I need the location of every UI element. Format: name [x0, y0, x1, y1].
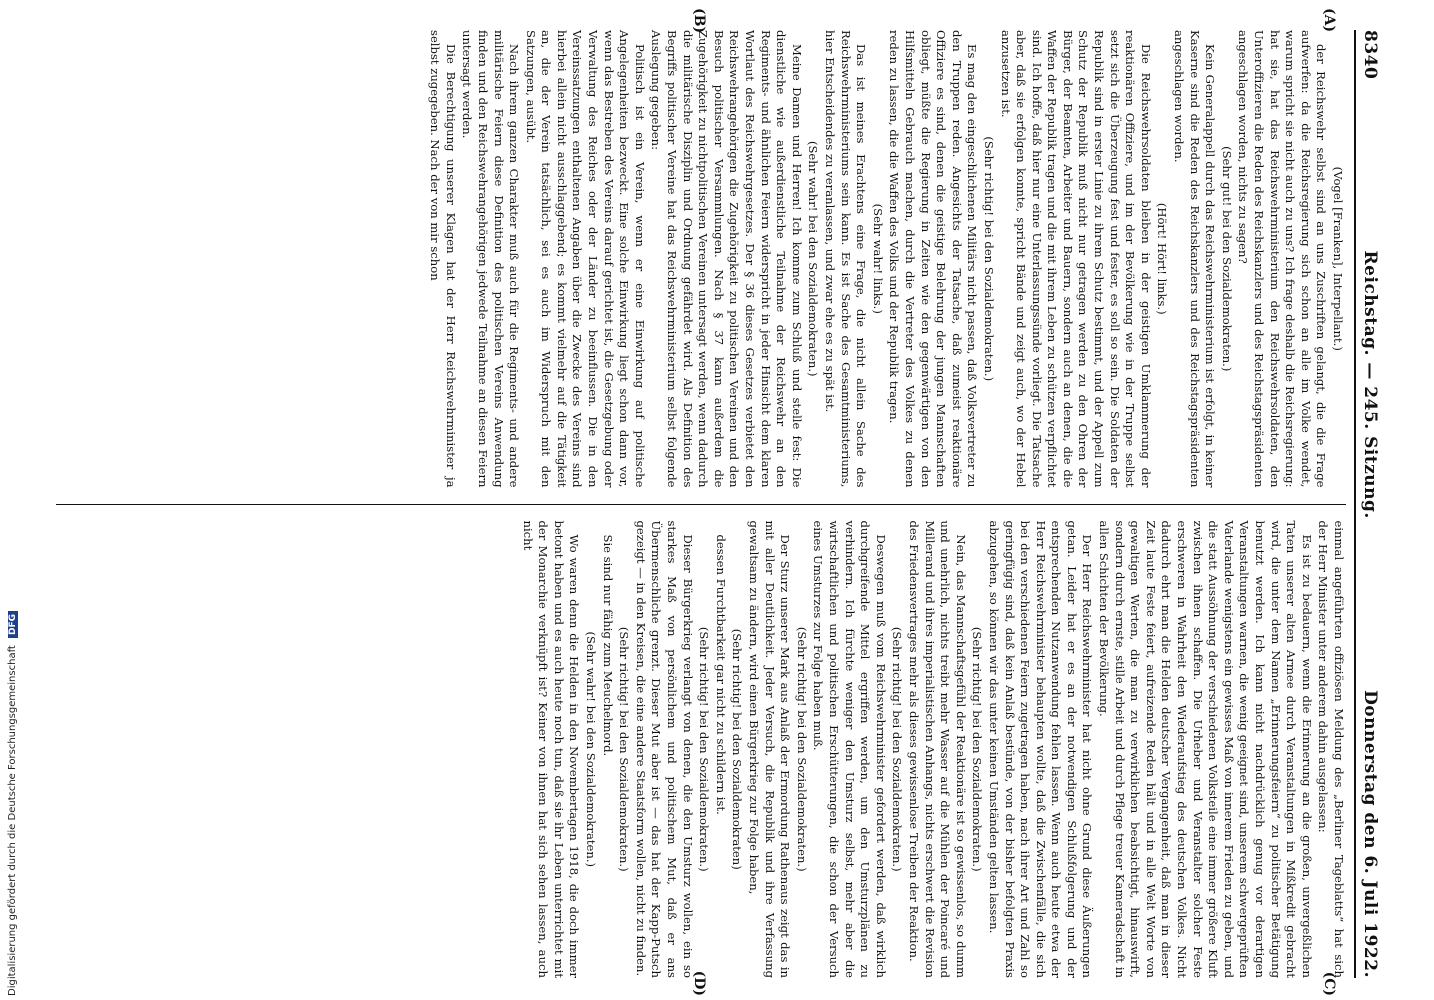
paragraph: Meine Damen und Herren! Ich komme zum Schluß und stelle fest: Die dienstliche wie außerdienstliche Teilnahme der Reichswehr an den Regiments- und ähnlichen Feiern widerspricht in jeder Hinsicht dem klaren Wortlaut des Reichswehrgesetzes. Der § 36 dieses Gesetzes verbietet den Reichswehrangehörigen die Zugehörigkeit zu politischen Vereinen und den Besuch politischer Versammlungen. Nach § 37 kann außerdem die Zugehörigkeit zu nichtpolitischen Vereinen untersagt werden, wenn dadurch die militärische Disziplin und Ordnung gefährdet wird. Als Definition des Begriffs politischer Vereine hat das Reichswehrministerium selbst folgende Auslegung gegeben:	[649, 30, 804, 488]
credit-text: Digitalisierung gefördert durch die Deutsche Forschungsgemeinschaft	[7, 645, 18, 996]
paragraph: (Sehr richtig! bei den Sozialdemokraten.)	[617, 626, 632, 872]
paragraph: (Sehr richtig! bei den Sozialdemokraten.)	[890, 626, 905, 872]
paragraph: Es ist zu bedauern, wenn die Erinnerung an die großen, unvergeßlichen Taten unserer alten Armee durch Veranstaltungen in Mißkredit gebracht wird, die unter dem Namen „Erinnerungsfeiern“ zu politischer Betätigung benutzt werden. Ich kann nicht nachdrücklich genug vor derartigen Veranstaltungen warnen, die wenig geeignet sind, unserem schwergeprüften Vaterlande wenigstens ein gewisses Maß von innerem Frieden zu geben, und die statt Aussöhnung der verschiedenen Volksteile eine immer größere Kluft zwischen ihnen schaffen. Die Urheber und Veranstalter solcher Feste erschweren in Wahrheit den Wiederaufstieg des deutschen Volkes. Nicht dadurch ehrt man die Helden deutscher Vergangenheit, daß man in dieser Zeit laute Feste feiert, aufreizende Reden hält und in alle Welt Worte von gewaltigen Werten, die man zu verwirklichen beabsichtigt, hinauswirft, sondern durch ernste, stille Arbeit und durch Pflege treuer Kameradschaft in allen Schichten der Bevölkerung.	[1097, 520, 1314, 978]
margin-marker-a: (A)	[1321, 8, 1337, 33]
paragraph: Nach ihrem ganzen Charakter muß auch für die Regiments- und andere militärische Feiern diese Definition des politischen Vereins Anwendung finden und den Reichswehrangehörigen jedwede Teilnahme an diesen Feiern untersagt werden.	[460, 30, 522, 488]
dfg-logo: DFG	[8, 611, 18, 638]
page-date: Donnerstag den 6. Juli 1922.	[1360, 690, 1380, 978]
paragraph: Die Reichswehrsoldaten bleiben in der geistigen Umklammerung der reaktionären Offiziere, und im der Bevölkerung wie in der Truppe selbst setzt sich die Überzeugung fest und fester, es soll so sein. Die Soldaten der Republik sind in erster Linie zu ihrem Schutz bestimmt, und der Appell zum Schutz der Republik muß nicht nur getragen werden zu den Ohren der Bürger, der Beamten, Arbeiter und Bauern, sondern auch an denen, die die Waffen der Republik tragen und die mit ihrem Leben zu schützen verpflichtet sind. Ich hoffe, daß hier nur eine Unterlassungssünde vorliegt. Die Tatsache aber, daß sie erfolgen konnte, spricht Bände und zeigt auch, wo der Hebel anzusetzen ist.	[998, 30, 1153, 488]
paragraph: (Sehr richtig! bei den Sozialdemokraten.)	[970, 626, 985, 872]
paragraph: dessen Furchtbarkeit gar nicht zu schildern ist.	[713, 534, 728, 815]
margin-marker-d: (D)	[691, 970, 707, 996]
paragraph: Die Berechtigung unserer Klagen hat der Herr Reichswehrminister ja selbst zugegeben. Nach der von mir schon	[428, 30, 458, 488]
paragraph: Sie sind nur fähig zum Meuchelmord.	[600, 534, 615, 757]
paragraph: (Sehr wahr! links.)	[870, 203, 885, 314]
paragraph: Es mag den eingeschlichenen Militärs nicht passen, daß Volksvertreter zu den Truppen reden. Angesichts der Tatsache, daß zumeist reaktionäre Offiziere es sind, denen die geistige Belehrung der jungen Mannschaften obliegt, müßte die Regierung in Zeiten wie den gegenwärtigen von den Hilfsmitteln Gebrauch machen, durch die Vertreter des Volkes zu denen reden zu lassen, die die Waffen des Volks und der Republik tragen.	[887, 30, 980, 488]
page-title: Reichstag. — 245. Sitzung.	[1360, 250, 1380, 519]
paragraph: Kein Generalappell durch das Reichswehrministerium ist erfolgt, in keiner Kaserne sind die Reden des Reichskanzlers und des Reichstagspräsidenten angeschlagen worden.	[1172, 30, 1218, 488]
paragraph: (Hört! Hört! links.)	[1155, 202, 1170, 315]
paragraph: (Sehr richtig! bei den Sozialdemokraten.)	[697, 626, 712, 872]
paragraph: Wo waren denn die Helden in den Novembertagen 1918, die doch immer betont haben und es auch heute noch tun, daß sie ihr Leben unterrichtet mit der Monarchie verknüpft ist? Keiner von ihnen hat sich sehen lassen, auch nicht	[520, 520, 582, 978]
paragraph: (Sehr richtig! bei den Sozialdemokraten.)	[794, 626, 809, 872]
paragraph: Der Herr Reichswehrminister hat nicht ohne Grund diese Äußerungen getan. Leider hat er es an der notwendigen Schlußfolgerung und der entsprechenden Nutzanwendung fehlen lassen. Wenn auch heute etwa der Herr Reichswehrminister behaupten wollte, daß die Zwischenfälle, die sich bei den verschiedenen Feiern zugetragen haben, nach ihrer Art und Zahl so geringfügig sind, daß kein Anlaß bestünde, von der bisher befolgten Praxis abzugehen, so können wir das unter keinen Umständen gelten lassen.	[986, 520, 1095, 978]
paragraph: einmal angeführten offiziösen Meldung des „Berliner Tageblatts“ hat sich der Herr Minister unter anderem dahin ausgelassen:	[1316, 520, 1346, 978]
paragraph: Dieser Bürgerkrieg verlangt von denen, die den Umsturz wollen, ein so starkes Maß von persönlichem und politischem Mut, daß er ans Übermenschliche grenzt. Dieser Mut aber ist — das hat der Kapp-Putsch gezeigt — in den Kreisen, die eine andere Staatsform wollen, nicht zu finden.	[633, 520, 695, 978]
paragraph: (Sehr richtig! bei den Sozialdemokraten.)	[981, 136, 996, 382]
paragraph: Deswegen muß vom Reichswehrminister gefordert werden, daß wirklich durchgreifende Mittel ergriffen werden, um den Umsturzplänen zu verhindern. Ich fürchte weniger den Umsturz selbst, mehr aber die wirtschaftlichen und politischen Erschütterungen, die schon der Versuch eines Umsturzes zur Folge haben muß.	[811, 520, 888, 978]
text-columns	[56, 8, 1346, 996]
page-header	[1354, 30, 1380, 978]
paragraph: (Sehr gut! bei den Sozialdemokraten.)	[1219, 146, 1234, 372]
scanned-page	[4, 0, 1394, 1000]
page-number: 8340	[1360, 30, 1380, 80]
paragraph: Nein, das Mannschaftsgefühl der Reaktionäre ist so gewissenlos, so dumm und unehrlich, nichts treibt mehr Wasser auf die Mühlen der Poincaré und Millerand und ihres imperialistischen Anhangs, nichts erschwert die Revision des Friedensvertrages mehr als dieses gewissenlose Treiben der Reaktion.	[906, 520, 968, 978]
margin-marker-b: (B)	[691, 8, 707, 34]
margin-marker-c: (C)	[1321, 971, 1337, 996]
paragraph: (Sehr richtig! bei den Sozialdemokraten)	[730, 628, 745, 870]
right-column	[56, 504, 1346, 996]
paragraph: (Sehr wahr! bei den Sozialdemokraten.)	[584, 631, 599, 868]
left-column	[56, 8, 1346, 504]
paragraph: Das ist meines Erachtens eine Frage, die nicht allein Sache des Reichswehrministeriums sein kann. Es ist Sache des Gesamtministeriums, hier Entscheidendes zu veranlassen, und zwar ehe es zu spät ist.	[823, 30, 869, 488]
paragraph: der Reichswehr selbst sind an uns Zuschriften gelangt, die die Frage aufwerfen: da die Reichsregierung sich schon an alle im Volke wendet, warum spricht sie nicht auch zu uns? Ich frage deshalb die Reichsregierung: hat sie, hat das Reichswehrministerium den Reichswehrsoldaten, den Unteroffizieren die Reden des Reichskanzlers und des Reichstagspräsidenten angeschlagen worden, nichts zu sagen?	[1236, 30, 1329, 488]
paragraph: Politisch ist ein Verein, wenn er eine Einwirkung auf politische Angelegenheiten bezweckt. Eine solche Einwirkung liegt schon dann vor, wenn das Bestreben des Vereins darauf gerichtet ist, die Gesetzgebung oder Verwaltung des Reiches oder der Länder zu beeinflussen. Die in den Vereinssatzungen enthaltenen Angaben über die Zwecke des Vereins sind hierbei allein nicht ausschlaggebend; es kommt vielmehr auf die Tätigkeit an, die der Verein tatsächlich, sei es auch im Widerspruch mit den Satzungen, ausübt.	[523, 30, 647, 488]
paragraph: Der Sturz unserer Mark aus Anlaß der Ermordung Rathenaus zeigt das in mit aller Deutlichkeit. Jeder Versuch, die Republik und ihre Verfassung gewaltsam zu ändern, wird einen Bürgerkrieg zur Folge haben,	[747, 520, 793, 978]
paragraph: (Sehr wahr! bei den Sozialdemokraten.)	[806, 140, 821, 377]
paragraph: (Vogel [Franken], Interpellant.)	[1331, 166, 1345, 351]
